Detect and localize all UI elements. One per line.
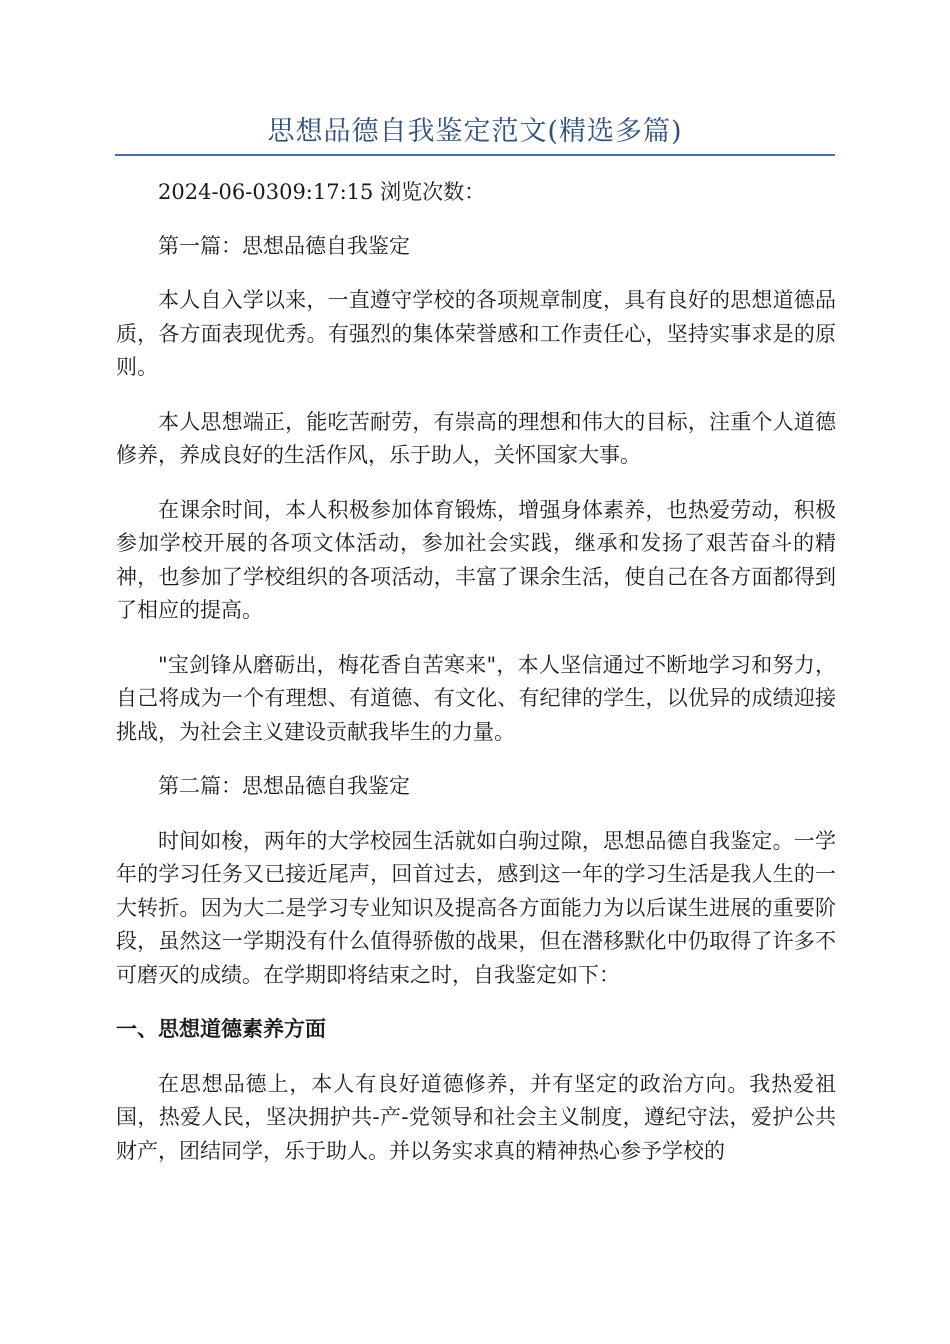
- document-title: 思想品德自我鉴定范文(精选多篇): [267, 116, 683, 147]
- title-underline: [115, 154, 835, 156]
- paragraph-3: 在课余时间，本人积极参加体育锻炼，增强身体素养，也热爱劳动，积极参加学校开展的各项文体活动，参加社会实践，继承和发扬了艰苦奋斗的精神，也参加了学校组织的各项活动，丰富了课余生活，使自己在各方面都得到了相应的提高。: [116, 497, 836, 622]
- paragraph-2: 本人思想端正，能吃苦耐劳，有崇高的理想和伟大的目标，注重个人道德修养，养成良好的生活作风，乐于助人，关怀国家大事。: [116, 409, 836, 467]
- paragraph-5: 时间如梭，两年的大学校园生活就如白驹过隙，思想品德自我鉴定。一学年的学习任务又已接近尾声，回首过去，感到这一年的学习生活是我人生的一大转折。因为大二是学习专业知识及提高各方面能力为以后谋生进展的重要阶段，虽然这一学期没有什么值得骄傲的战果，但在潜移默化中仍取得了许多不可磨灭的成绩。在学期即将结束之时，自我鉴定如下：: [116, 828, 836, 987]
- paragraph-4: "宝剑锋从磨砺出，梅花香自苦寒来"，本人坚信通过不断地学习和努力，自己将成为一个有理想、有道德、有文化、有纪律的学生，以优异的成绩迎接挑战，为社会主义建设贡献我毕生的力量。: [116, 652, 836, 744]
- document-body: [116, 176, 836, 1168]
- section-heading-2: 第二篇：思想品德自我鉴定: [158, 774, 410, 798]
- section-heading-1: 第一篇：思想品德自我鉴定: [158, 233, 410, 258]
- bold-subheading: 一、思想道德素养方面: [116, 1017, 326, 1041]
- meta-line: 2024-06-0309:17:15 浏览次数：: [158, 180, 486, 204]
- paragraph-1: 本人自入学以来，一直遵守学校的各项规章制度，具有良好的思想道德品质，各方面表现优秀。有强烈的集体荣誉感和工作责任心，坚持实事求是的原则。: [116, 288, 836, 379]
- paragraph-6: 在思想品德上，本人有良好道德修养，并有坚定的政治方向。我热爱祖国，热爱人民，坚决拥护共-产-党领导和社会主义制度，遵纪守法，爱护公共财产，团结同学，乐于助人。并以务实求真的精神热心参予学校的: [116, 1071, 836, 1163]
